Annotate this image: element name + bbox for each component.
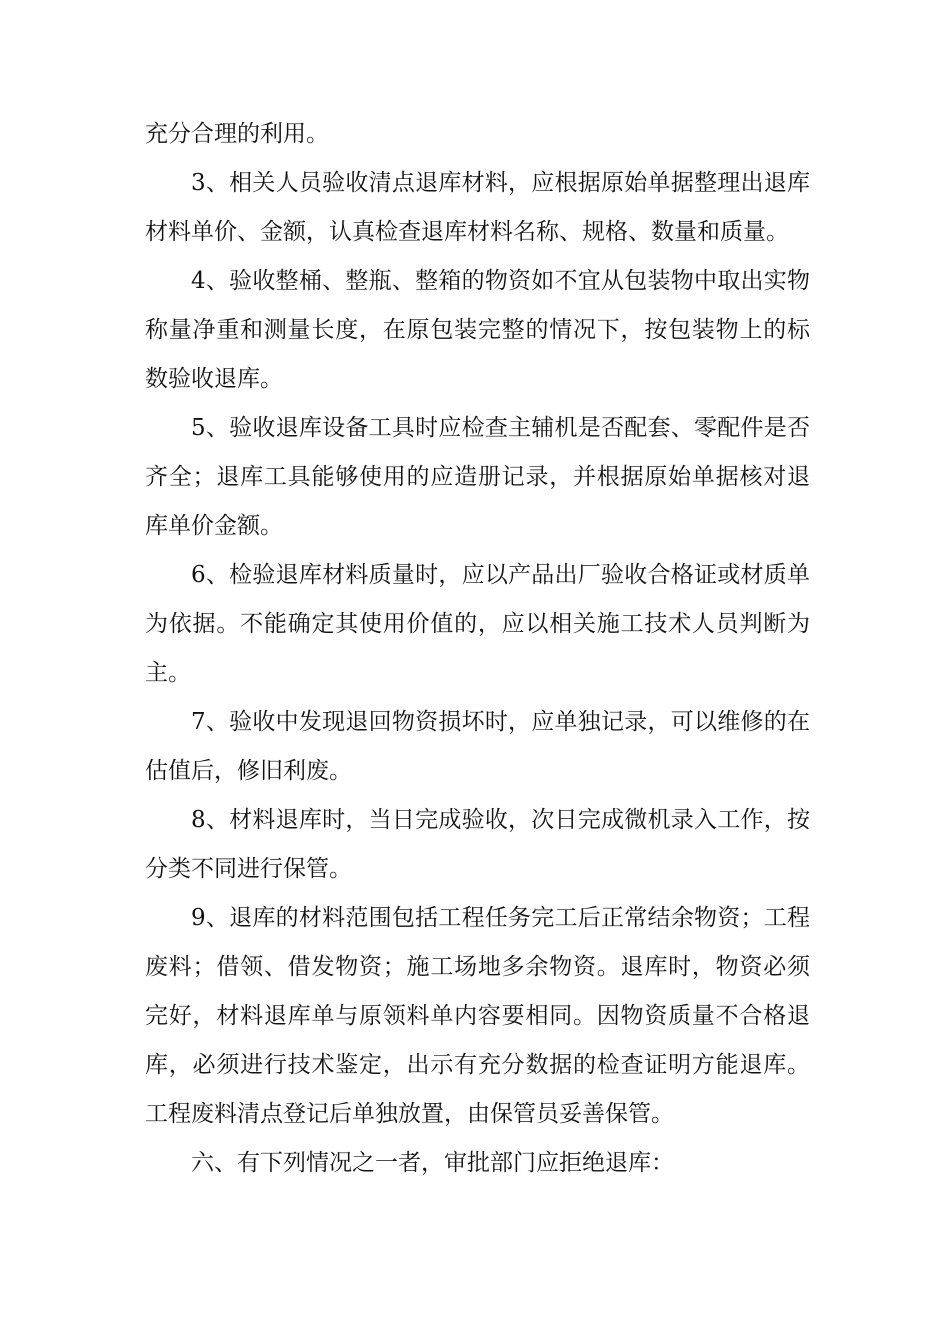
paragraph-item-9: 9、退库的材料范围包括工程任务完工后正常结余物资；工程废料；借领、借发物资；施工场地多余物资。退库时，物资必须完好，材料退库单与原领料单内容要相同。因物资质量不合格退库，必须进行技术鉴定，出示有充分数据的检查证明方能退库。工程废料清点登记后单独放置，由保管员妥善保管。: [145, 905, 810, 1127]
paragraph-item-3: 3、相关人员验收清点退库材料，应根据原始单据整理出退库材料单价、金额，认真检查退库材料名称、规格、数量和质量。: [145, 170, 810, 245]
paragraph-item-4: 4、验收整桶、整瓶、整箱的物资如不宜从包装物中取出实物称量净重和测量长度，在原包装完整的情况下，按包装物上的标数验收退库。: [145, 268, 810, 392]
section-heading-six: 六、有下列情况之一者，审批部门应拒绝退库：: [191, 1150, 674, 1176]
paragraph-item-5: 5、验收退库设备工具时应检查主辅机是否配套、零配件是否齐全；退库工具能够使用的应造册记录，并根据原始单据核对退库单价金额。: [145, 415, 810, 539]
paragraph-item-7: 7、验收中发现退回物资损坏时，应单独记录，可以维修的在估值后，修旧利废。: [145, 709, 810, 784]
document-body: [145, 110, 810, 1188]
paragraph-item-8: 8、材料退库时，当日完成验收，次日完成微机录入工作，按分类不同进行保管。: [145, 807, 810, 882]
paragraph-item-6: 6、检验退库材料质量时，应以产品出厂验收合格证或材质单为依据。不能确定其使用价值的，应以相关施工技术人员判断为主。: [145, 562, 810, 686]
paragraph-continuation: 充分合理的利用。: [145, 121, 329, 147]
